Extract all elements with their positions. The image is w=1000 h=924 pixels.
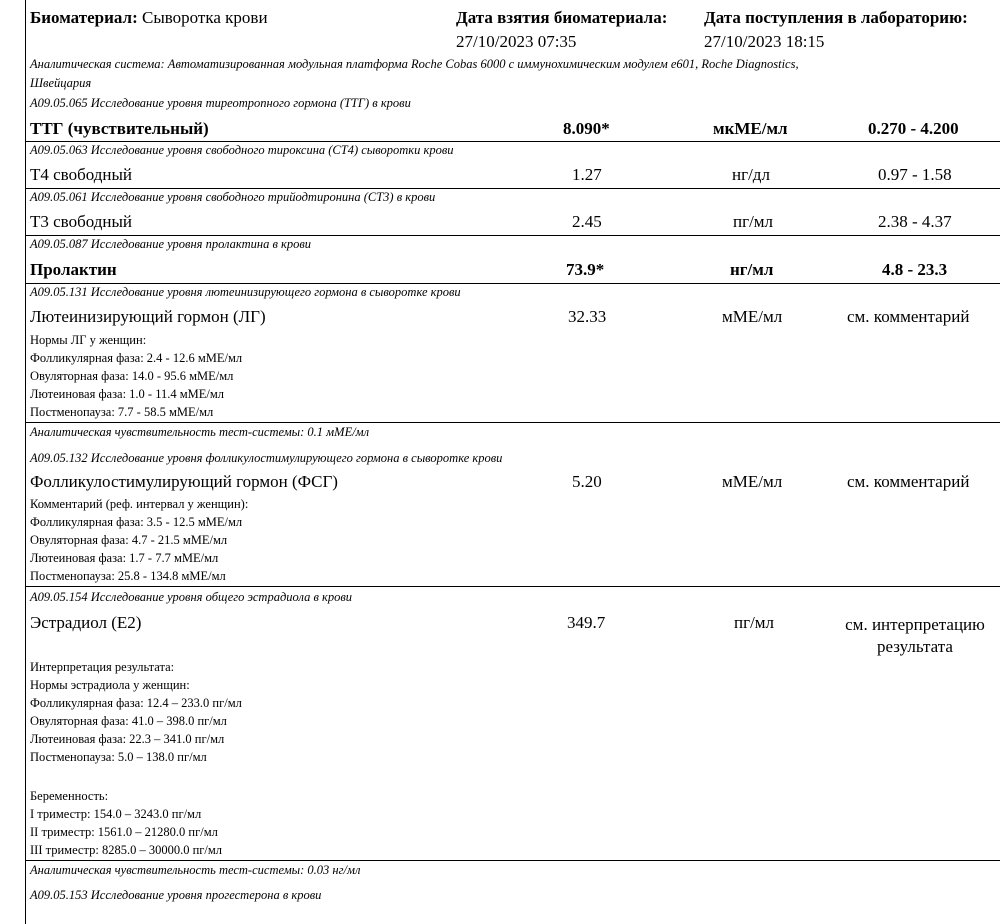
note-line: Лютеиновая фаза: 22.3 – 341.0 пг/мл — [30, 732, 225, 746]
test-ref: 0.97 - 1.58 — [878, 165, 952, 184]
test-name: Т4 свободный — [30, 165, 133, 184]
note-line: Постменопауза: 25.8 - 134.8 мМЕ/мл — [30, 569, 226, 583]
row-divider — [25, 235, 1000, 236]
test-name: Пролактин — [30, 260, 117, 279]
test-ref: см. комментарий — [847, 472, 970, 491]
test-value: 349.7 — [567, 613, 606, 632]
sensitivity-note: Аналитическая чувствительность тест-системы: 0.1 мМЕ/мл — [30, 425, 370, 439]
test-unit: пг/мл — [733, 212, 774, 231]
note-line: Овуляторная фаза: 41.0 – 398.0 пг/мл — [30, 714, 227, 728]
test-code: A09.05.065 Исследование уровня тиреотропного гормона (ТТГ) в крови — [30, 96, 411, 110]
note-line: Постменопауза: 5.0 – 138.0 пг/мл — [30, 750, 207, 764]
note-line: Беременность: — [30, 789, 109, 803]
system-note-2: Швейцария — [30, 76, 92, 90]
test-unit: пг/мл — [734, 613, 775, 632]
test-unit: мМЕ/мл — [722, 307, 783, 326]
note-line: Лютеиновая фаза: 1.0 - 11.4 мМЕ/мл — [30, 387, 225, 401]
test-code: A09.05.061 Исследование уровня свободного трийодтиронина (СТ3) в крови — [30, 190, 436, 204]
test-name: Лютеинизирующий гормон (ЛГ) — [30, 307, 266, 326]
test-name: ТТГ (чувствительный) — [30, 119, 209, 138]
row-divider — [25, 860, 1000, 861]
test-code: A09.05.154 Исследование уровня общего эстрадиола в крови — [30, 590, 353, 604]
biomaterial-label: Биоматериал: — [30, 8, 138, 27]
biomaterial-value: Сыворотка крови — [141, 8, 268, 27]
test-code: A09.05.087 Исследование уровня пролактина в крови — [30, 237, 312, 251]
row-divider — [25, 586, 1000, 587]
test-value: 5.20 — [572, 472, 602, 491]
ref-line: результата — [877, 637, 953, 656]
row-divider — [25, 283, 1000, 284]
received-value: 27/10/2023 18:15 — [704, 32, 825, 51]
row-divider — [25, 141, 1000, 142]
received-label: Дата поступления в лабораторию: — [704, 8, 968, 27]
note-line: II триместр: 1561.0 – 21280.0 пг/мл — [30, 825, 218, 839]
biomaterial — [30, 8, 268, 28]
test-unit: мМЕ/мл — [722, 472, 783, 491]
ref-line: см. интерпретацию — [845, 615, 985, 634]
test-notes — [30, 331, 242, 421]
test-notes — [30, 495, 248, 585]
test-name: Эстрадиол (E2) — [30, 613, 142, 632]
test-ref: см. комментарий — [847, 307, 970, 326]
test-unit: мкМЕ/мл — [713, 119, 788, 138]
note-line: Фолликулярная фаза: 12.4 – 233.0 пг/мл — [30, 696, 242, 710]
system-note-1: Аналитическая система: Автоматизированная модульная платформа Roche Cobas 6000 с иммунохимическим модулем e601, Roche Diagnostics, — [30, 57, 799, 71]
note-line: Нормы эстрадиола у женщин: — [30, 678, 190, 692]
test-name: Фолликулостимулирующий гормон (ФСГ) — [30, 472, 338, 491]
note-line: Фолликулярная фаза: 3.5 - 12.5 мМЕ/мл — [30, 515, 243, 529]
note-line: Овуляторная фаза: 14.0 - 95.6 мМЕ/мл — [30, 369, 234, 383]
left-border — [25, 0, 26, 924]
sensitivity-note: Аналитическая чувствительность тест-системы: 0.03 нг/мл — [30, 863, 361, 877]
test-code: A09.05.132 Исследование уровня фолликулостимулирующего гормона в сыворотке крови — [30, 451, 503, 465]
test-code: A09.05.063 Исследование уровня свободного тироксина (СТ4) сыворотки крови — [30, 143, 454, 157]
note-line: Комментарий (реф. интервал у женщин): — [30, 497, 249, 511]
test-ref: 2.38 - 4.37 — [878, 212, 952, 231]
test-value: 73.9* — [566, 260, 605, 279]
note-line: Фолликулярная фаза: 2.4 - 12.6 мМЕ/мл — [30, 351, 243, 365]
test-value: 2.45 — [572, 212, 602, 231]
test-value: 32.33 — [568, 307, 607, 326]
row-divider — [25, 188, 1000, 189]
note-line: Постменопауза: 7.7 - 58.5 мМЕ/мл — [30, 405, 214, 419]
test-value: 1.27 — [572, 165, 602, 184]
test-unit: нг/дл — [732, 165, 770, 184]
test-notes — [30, 658, 242, 766]
test-ref — [830, 614, 1000, 658]
note-line: Интерпретация результата: — [30, 660, 175, 674]
row-divider — [25, 422, 1000, 423]
pregnancy-notes — [30, 787, 222, 859]
note-line: Нормы ЛГ у женщин: — [30, 333, 147, 347]
test-ref: 0.270 - 4.200 — [868, 119, 959, 138]
test-ref: 4.8 - 23.3 — [882, 260, 948, 279]
collected-label: Дата взятия биоматериала: — [456, 8, 668, 27]
test-code: A09.05.153 Исследование уровня прогестерона в крови — [30, 888, 322, 902]
note-line: III триместр: 8285.0 – 30000.0 пг/мл — [30, 843, 223, 857]
test-unit: нг/мл — [730, 260, 774, 279]
note-line: Овуляторная фаза: 4.7 - 21.5 мМЕ/мл — [30, 533, 228, 547]
test-code: A09.05.131 Исследование уровня лютеинизирующего гормона в сыворотке крови — [30, 285, 461, 299]
note-line: I триместр: 154.0 – 3243.0 пг/мл — [30, 807, 202, 821]
test-name: Т3 свободный — [30, 212, 133, 231]
note-line: Лютеиновая фаза: 1.7 - 7.7 мМЕ/мл — [30, 551, 219, 565]
test-value: 8.090* — [563, 119, 610, 138]
collected-value: 27/10/2023 07:35 — [456, 32, 577, 51]
